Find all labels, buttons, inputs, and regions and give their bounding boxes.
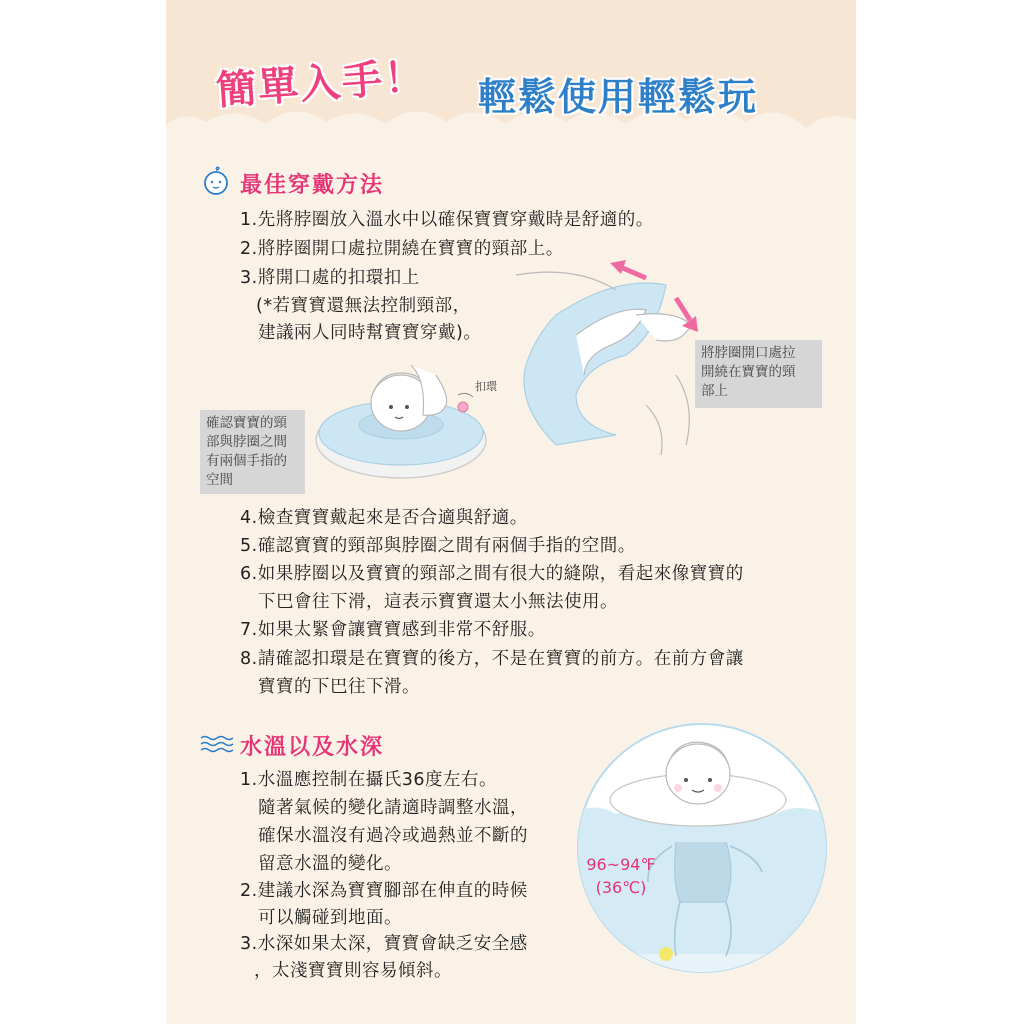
water-step-2-continued: 可以觸碰到地面。 — [258, 908, 402, 928]
temp-fahrenheit: 96~94℉ — [586, 855, 656, 874]
note-two-fingers-line-4: 空間 — [206, 472, 233, 488]
water-step-1: 1.水溫應控制在攝氏36度左右。 — [240, 770, 497, 790]
step-4: 4.檢查寶寶戴起來是否合適與舒適。 — [240, 508, 528, 528]
buckle-label: 扣環 — [475, 380, 497, 393]
section-title-water: 水溫以及水深 — [240, 735, 385, 760]
step-3: 3.將開口處的扣環扣上 — [240, 268, 420, 288]
title-easy-play: 輕鬆使用輕鬆玩 — [478, 75, 759, 119]
baby-in-water-illustration — [576, 722, 828, 974]
water-step-3-continued: ，太淺寶寶則容易傾斜。 — [254, 961, 452, 981]
step-8: 8.請確認扣環是在寶寶的後方，不是在寶寶的前方。在前方會讓 — [240, 649, 744, 669]
baby-face-icon — [202, 166, 230, 196]
pull-arrows-icon — [606, 258, 706, 338]
title-easy-start: 簡單入手！ — [214, 53, 428, 115]
note-two-fingers-line-3: 有兩個手指的 — [206, 453, 287, 469]
step-3-note-line-1: (*若寶寶還無法控制頸部， — [256, 296, 471, 316]
step-3-note-line-2: 建議兩人同時幫寶寶穿戴)。 — [258, 323, 482, 343]
water-step-1-line-2: 隨著氣候的變化請適時調整水溫， — [258, 798, 528, 818]
note-two-fingers — [200, 410, 305, 494]
note-two-fingers-line-1: 確認寶寶的頸 — [206, 415, 287, 431]
water-step-1-line-3: 確保水溫沒有過冷或過熱並不斷的 — [258, 826, 528, 846]
water-step-3: 3.水深如果太深，寶寶會缺乏安全感 — [240, 934, 528, 954]
note-open-ring-line-2: 開繞在寶寶的頸 — [701, 364, 796, 380]
note-open-ring-line-3: 部上 — [701, 383, 728, 399]
step-6: 6.如果脖圈以及寶寶的頸部之間有很大的縫隙，看起來像寶寶的 — [240, 564, 744, 584]
section-title-wearing: 最佳穿戴方法 — [240, 173, 385, 198]
step-6-continued: 下巴會往下滑，這表示寶寶還太小無法使用。 — [258, 592, 618, 612]
step-2: 2.將脖圈開口處拉開繞在寶寶的頸部上。 — [240, 239, 564, 259]
water-step-2: 2.建議水深為寶寶腳部在伸直的時候 — [240, 881, 528, 901]
step-1: 1.先將脖圈放入溫水中以確保寶寶穿戴時是舒適的。 — [240, 210, 654, 230]
note-open-ring — [695, 340, 822, 408]
note-two-fingers-line-2: 部與脖圈之間 — [206, 434, 287, 450]
step-7: 7.如果太緊會讓寶寶感到非常不舒服。 — [240, 620, 546, 640]
water-waves-icon — [200, 734, 234, 754]
manual-page — [166, 0, 856, 1024]
step-5: 5.確認寶寶的頸部與脖圈之間有兩個手指的空間。 — [240, 536, 636, 556]
baby-in-ring-illustration — [311, 355, 511, 485]
water-step-1-line-4: 留意水溫的變化。 — [258, 854, 402, 874]
temp-celsius: (36℃) — [595, 878, 647, 897]
note-open-ring-line-1: 將脖圈開口處拉 — [701, 345, 796, 361]
step-8-continued: 寶寶的下巴往下滑。 — [258, 677, 420, 697]
